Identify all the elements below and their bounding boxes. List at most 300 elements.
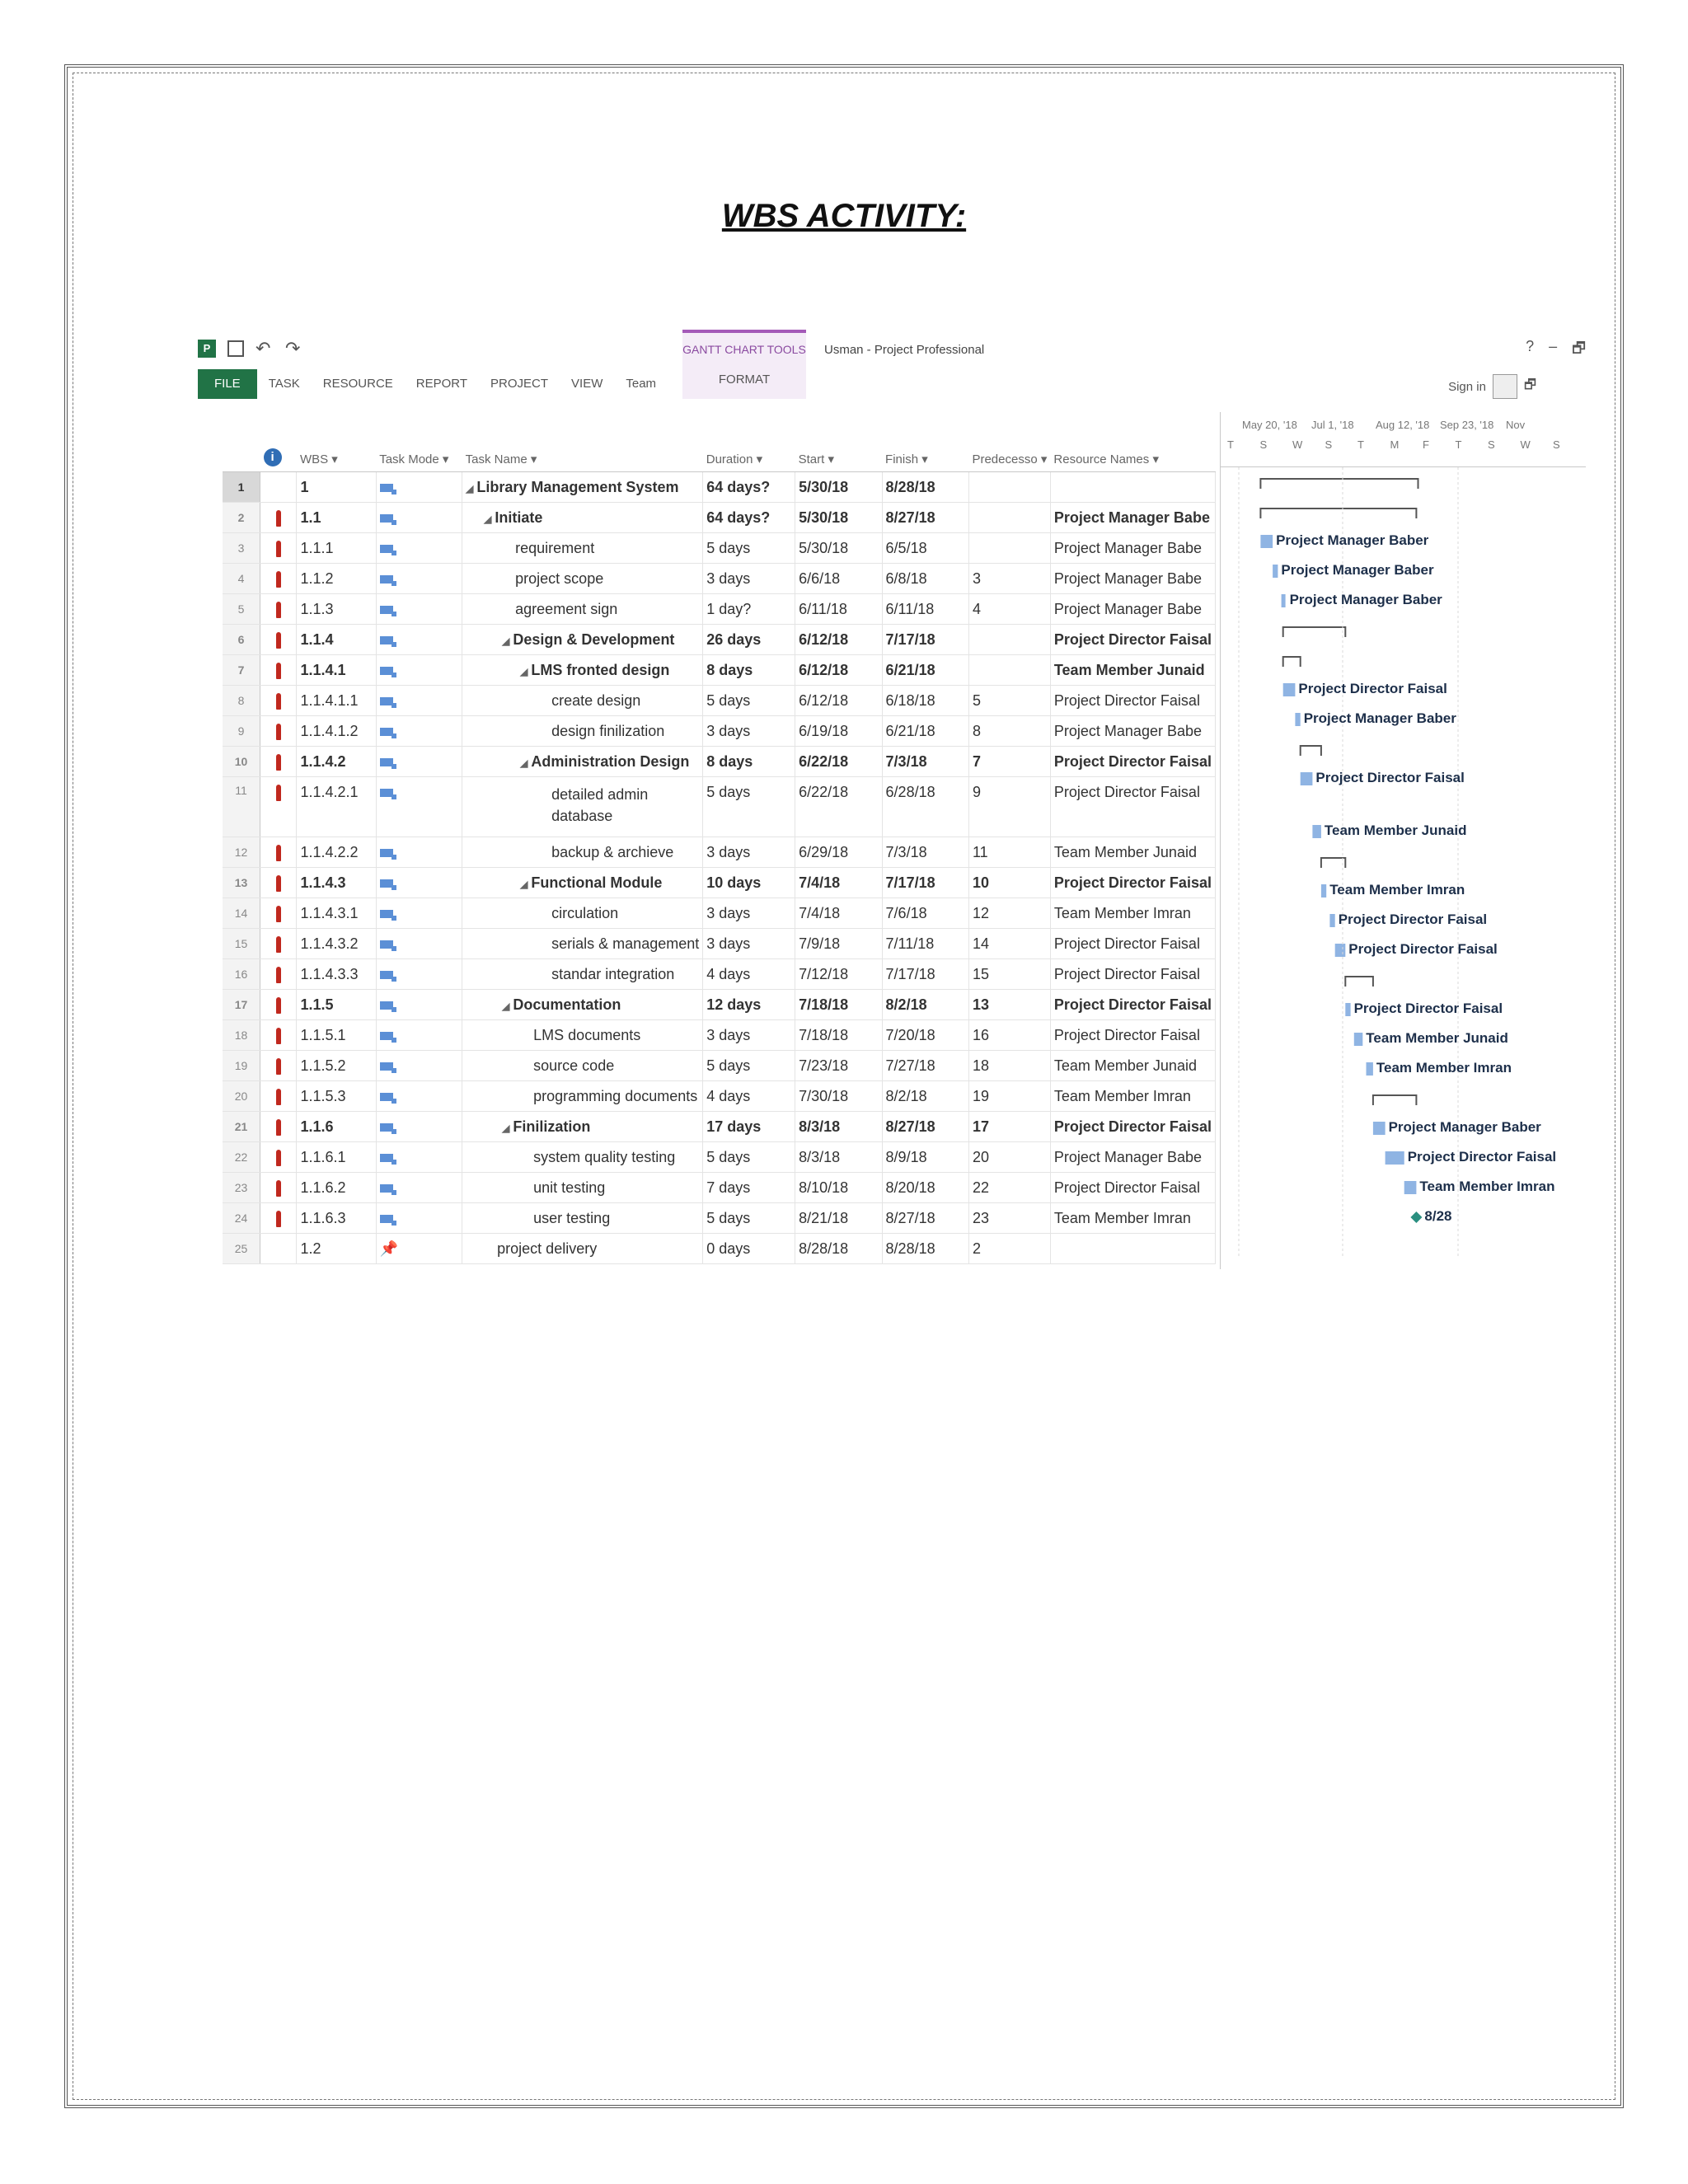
- resource-cell[interactable]: Project Director Faisal: [1050, 990, 1215, 1020]
- row-number[interactable]: 17: [223, 990, 260, 1020]
- task-bar[interactable]: [1335, 944, 1346, 957]
- task-mode-cell[interactable]: [376, 686, 462, 716]
- summary-bar[interactable]: [1345, 977, 1373, 987]
- finish-cell[interactable]: 7/27/18: [882, 1051, 968, 1081]
- start-cell[interactable]: 6/11/18: [795, 594, 882, 625]
- task-name-cell[interactable]: [462, 898, 703, 929]
- finish-cell[interactable]: 7/20/18: [882, 1020, 968, 1051]
- resource-cell[interactable]: Project Director Faisal: [1050, 868, 1215, 898]
- collapse-icon[interactable]: ◢: [502, 1000, 510, 1012]
- task-mode-cell[interactable]: [376, 1142, 462, 1173]
- table-row[interactable]: [223, 1203, 1216, 1234]
- task-bar[interactable]: [1367, 1062, 1373, 1076]
- tab-resource[interactable]: RESOURCE: [322, 377, 393, 391]
- task-bar[interactable]: [1404, 1181, 1417, 1194]
- task-name-cell[interactable]: [462, 1051, 703, 1081]
- start-cell[interactable]: 6/6/18: [795, 564, 882, 594]
- summary-bar[interactable]: [1321, 858, 1345, 868]
- indicator-header[interactable]: [260, 412, 297, 472]
- duration-cell[interactable]: 4 days: [703, 959, 795, 990]
- duration-cell[interactable]: 5 days: [703, 1142, 795, 1173]
- row-number[interactable]: 3: [223, 533, 260, 564]
- wbs-cell[interactable]: 1.1.4.2.1: [297, 777, 376, 837]
- predecessors-cell[interactable]: [968, 625, 1050, 655]
- duration-cell[interactable]: 64 days?: [703, 472, 795, 503]
- start-cell[interactable]: 7/30/18: [795, 1081, 882, 1112]
- collapse-icon[interactable]: ◢: [502, 1122, 510, 1134]
- table-row[interactable]: [223, 990, 1216, 1020]
- task-mode-cell[interactable]: [376, 655, 462, 686]
- row-number[interactable]: 13: [223, 868, 260, 898]
- start-cell[interactable]: 7/23/18: [795, 1051, 882, 1081]
- collapse-icon[interactable]: ◢: [484, 513, 492, 525]
- start-cell[interactable]: 8/21/18: [795, 1203, 882, 1234]
- task-bar[interactable]: [1282, 594, 1286, 607]
- task-bar[interactable]: [1301, 772, 1313, 785]
- row-number[interactable]: 14: [223, 898, 260, 929]
- summary-bar[interactable]: [1373, 1095, 1417, 1105]
- predecessors-cell[interactable]: 2: [968, 1234, 1050, 1264]
- row-number[interactable]: 11: [223, 777, 260, 837]
- task-name-cell[interactable]: [462, 564, 703, 594]
- start-cell[interactable]: 8/10/18: [795, 1173, 882, 1203]
- predecessors-cell[interactable]: 12: [968, 898, 1050, 929]
- task-mode-cell[interactable]: [376, 929, 462, 959]
- duration-cell[interactable]: 12 days: [703, 990, 795, 1020]
- task-name-cell[interactable]: [462, 1142, 703, 1173]
- row-number[interactable]: 9: [223, 716, 260, 747]
- avatar[interactable]: [1493, 374, 1517, 399]
- resource-cell[interactable]: Team Member Imran: [1050, 898, 1215, 929]
- start-cell[interactable]: 8/3/18: [795, 1112, 882, 1142]
- row-number[interactable]: 23: [223, 1173, 260, 1203]
- predecessors-cell[interactable]: 22: [968, 1173, 1050, 1203]
- wbs-cell[interactable]: 1.1.3: [297, 594, 376, 625]
- row-number[interactable]: 16: [223, 959, 260, 990]
- wbs-cell[interactable]: 1.1.6.1: [297, 1142, 376, 1173]
- row-number[interactable]: 21: [223, 1112, 260, 1142]
- duration-cell[interactable]: 8 days: [703, 747, 795, 777]
- duration-cell[interactable]: 5 days: [703, 777, 795, 837]
- resource-cell[interactable]: Project Manager Babe: [1050, 716, 1215, 747]
- finish-cell[interactable]: 6/18/18: [882, 686, 968, 716]
- tab-file[interactable]: FILE: [198, 369, 257, 399]
- row-number[interactable]: 12: [223, 837, 260, 868]
- predecessors-cell[interactable]: 16: [968, 1020, 1050, 1051]
- predecessors-cell[interactable]: 7: [968, 747, 1050, 777]
- task-name-cell[interactable]: [462, 1081, 703, 1112]
- duration-cell[interactable]: 3 days: [703, 898, 795, 929]
- start-cell[interactable]: 7/9/18: [795, 929, 882, 959]
- duration-cell[interactable]: 0 days: [703, 1234, 795, 1264]
- tab-task[interactable]: TASK: [268, 377, 300, 391]
- wbs-cell[interactable]: 1.1.4: [297, 625, 376, 655]
- resource-cell[interactable]: Team Member Imran: [1050, 1081, 1215, 1112]
- predecessors-cell[interactable]: 23: [968, 1203, 1050, 1234]
- resource-cell[interactable]: Project Director Faisal: [1050, 777, 1215, 837]
- wbs-cell[interactable]: 1.1.4.1.1: [297, 686, 376, 716]
- wbs-cell[interactable]: 1.1.5: [297, 990, 376, 1020]
- start-cell[interactable]: 7/12/18: [795, 959, 882, 990]
- task-mode-cell[interactable]: [376, 1081, 462, 1112]
- tab-report[interactable]: REPORT: [415, 377, 468, 391]
- table-row[interactable]: [223, 625, 1216, 655]
- table-row[interactable]: [223, 655, 1216, 686]
- resource-cell[interactable]: [1050, 472, 1215, 503]
- wbs-cell[interactable]: 1.1.4.3.3: [297, 959, 376, 990]
- row-number[interactable]: 1: [223, 472, 260, 503]
- start-cell[interactable]: 8/3/18: [795, 1142, 882, 1173]
- duration-cell[interactable]: 5 days: [703, 1051, 795, 1081]
- row-number[interactable]: 2: [223, 503, 260, 533]
- duration-cell[interactable]: 17 days: [703, 1112, 795, 1142]
- column-header-predecessors[interactable]: Predecesso ▾: [968, 412, 1050, 472]
- start-cell[interactable]: 6/29/18: [795, 837, 882, 868]
- task-mode-cell[interactable]: [376, 990, 462, 1020]
- task-bar[interactable]: [1354, 1033, 1363, 1046]
- resource-cell[interactable]: Team Member Junaid: [1050, 1051, 1215, 1081]
- task-bar[interactable]: [1260, 535, 1273, 548]
- predecessors-cell[interactable]: [968, 503, 1050, 533]
- task-mode-cell[interactable]: [376, 837, 462, 868]
- finish-cell[interactable]: 7/17/18: [882, 868, 968, 898]
- start-cell[interactable]: 6/22/18: [795, 747, 882, 777]
- row-number[interactable]: 7: [223, 655, 260, 686]
- predecessors-cell[interactable]: 8: [968, 716, 1050, 747]
- wbs-cell[interactable]: 1.1.5.3: [297, 1081, 376, 1112]
- task-mode-cell[interactable]: [376, 716, 462, 747]
- predecessors-cell[interactable]: 4: [968, 594, 1050, 625]
- predecessors-cell[interactable]: 15: [968, 959, 1050, 990]
- task-name-cell[interactable]: [462, 1234, 703, 1264]
- task-name-cell[interactable]: [462, 472, 703, 503]
- table-row[interactable]: [223, 747, 1216, 777]
- task-name-cell[interactable]: [462, 868, 703, 898]
- resource-cell[interactable]: Project Director Faisal: [1050, 1112, 1215, 1142]
- summary-bar[interactable]: [1260, 509, 1416, 518]
- task-mode-cell[interactable]: [376, 564, 462, 594]
- finish-cell[interactable]: 7/3/18: [882, 837, 968, 868]
- resource-cell[interactable]: Project Manager Babe: [1050, 503, 1215, 533]
- predecessors-cell[interactable]: [968, 655, 1050, 686]
- gantt-chart-pane[interactable]: [1220, 412, 1586, 1269]
- task-bar[interactable]: [1321, 884, 1326, 898]
- resource-cell[interactable]: Project Director Faisal: [1050, 1020, 1215, 1051]
- table-row[interactable]: [223, 686, 1216, 716]
- task-name-cell[interactable]: [462, 747, 703, 777]
- task-mode-cell[interactable]: [376, 503, 462, 533]
- restore-button[interactable]: 🗗: [1572, 340, 1586, 356]
- row-number[interactable]: 25: [223, 1234, 260, 1264]
- start-cell[interactable]: 5/30/18: [795, 503, 882, 533]
- finish-cell[interactable]: 6/21/18: [882, 716, 968, 747]
- start-cell[interactable]: 6/19/18: [795, 716, 882, 747]
- resource-cell[interactable]: Project Manager Babe: [1050, 564, 1215, 594]
- wbs-cell[interactable]: 1.1.2: [297, 564, 376, 594]
- finish-cell[interactable]: 7/3/18: [882, 747, 968, 777]
- table-row[interactable]: [223, 533, 1216, 564]
- predecessors-cell[interactable]: 17: [968, 1112, 1050, 1142]
- row-number[interactable]: 18: [223, 1020, 260, 1051]
- finish-cell[interactable]: 8/20/18: [882, 1173, 968, 1203]
- table-row[interactable]: [223, 868, 1216, 898]
- finish-cell[interactable]: 8/27/18: [882, 1203, 968, 1234]
- duration-cell[interactable]: 26 days: [703, 625, 795, 655]
- table-row[interactable]: [223, 1112, 1216, 1142]
- predecessors-cell[interactable]: 9: [968, 777, 1050, 837]
- table-row[interactable]: [223, 1142, 1216, 1173]
- tab-format[interactable]: FORMAT: [718, 373, 771, 387]
- wbs-cell[interactable]: 1.1: [297, 503, 376, 533]
- start-cell[interactable]: 8/28/18: [795, 1234, 882, 1264]
- start-cell[interactable]: 6/12/18: [795, 686, 882, 716]
- start-cell[interactable]: 5/30/18: [795, 533, 882, 564]
- table-row[interactable]: [223, 716, 1216, 747]
- finish-cell[interactable]: 7/11/18: [882, 929, 968, 959]
- column-header-resource-names[interactable]: Resource Names ▾: [1050, 412, 1215, 472]
- duration-cell[interactable]: 3 days: [703, 564, 795, 594]
- start-cell[interactable]: 6/22/18: [795, 777, 882, 837]
- finish-cell[interactable]: 8/27/18: [882, 503, 968, 533]
- wbs-cell[interactable]: 1.1.4.2: [297, 747, 376, 777]
- table-row[interactable]: [223, 564, 1216, 594]
- column-header-task-mode[interactable]: Task Mode ▾: [376, 412, 462, 472]
- task-bar[interactable]: [1386, 1151, 1404, 1165]
- table-row[interactable]: [223, 1081, 1216, 1112]
- predecessors-cell[interactable]: 19: [968, 1081, 1050, 1112]
- wbs-cell[interactable]: 1.1.4.2.2: [297, 837, 376, 868]
- wbs-cell[interactable]: 1.1.4.3: [297, 868, 376, 898]
- finish-cell[interactable]: 8/28/18: [882, 472, 968, 503]
- predecessors-cell[interactable]: 3: [968, 564, 1050, 594]
- row-number[interactable]: 8: [223, 686, 260, 716]
- predecessors-cell[interactable]: 20: [968, 1142, 1050, 1173]
- predecessors-cell[interactable]: 10: [968, 868, 1050, 898]
- resource-cell[interactable]: Project Manager Babe: [1050, 594, 1215, 625]
- finish-cell[interactable]: 6/5/18: [882, 533, 968, 564]
- finish-cell[interactable]: 8/9/18: [882, 1142, 968, 1173]
- wbs-cell[interactable]: 1.1.5.2: [297, 1051, 376, 1081]
- task-name-cell[interactable]: [462, 533, 703, 564]
- task-mode-cell[interactable]: [376, 1112, 462, 1142]
- finish-cell[interactable]: 6/28/18: [882, 777, 968, 837]
- finish-cell[interactable]: 7/17/18: [882, 625, 968, 655]
- task-bar[interactable]: [1295, 713, 1300, 726]
- column-header-wbs[interactable]: WBS ▾: [297, 412, 376, 472]
- collapse-icon[interactable]: ◢: [520, 665, 528, 677]
- resource-cell[interactable]: Team Member Junaid: [1050, 837, 1215, 868]
- row-number[interactable]: 15: [223, 929, 260, 959]
- sign-in-link[interactable]: Sign in: [1448, 379, 1486, 394]
- wbs-cell[interactable]: 1.1.4.3.1: [297, 898, 376, 929]
- task-mode-cell[interactable]: [376, 594, 462, 625]
- duration-cell[interactable]: 3 days: [703, 929, 795, 959]
- task-mode-cell[interactable]: [376, 472, 462, 503]
- resource-cell[interactable]: Project Director Faisal: [1050, 625, 1215, 655]
- finish-cell[interactable]: 7/6/18: [882, 898, 968, 929]
- resource-cell[interactable]: Project Manager Babe: [1050, 533, 1215, 564]
- row-number[interactable]: 22: [223, 1142, 260, 1173]
- task-mode-cell[interactable]: [376, 1234, 462, 1264]
- task-mode-cell[interactable]: [376, 1051, 462, 1081]
- duration-cell[interactable]: 5 days: [703, 533, 795, 564]
- task-name-cell[interactable]: [462, 503, 703, 533]
- row-number[interactable]: 20: [223, 1081, 260, 1112]
- table-row[interactable]: [223, 503, 1216, 533]
- duration-cell[interactable]: 3 days: [703, 1020, 795, 1051]
- task-name-cell[interactable]: [462, 1112, 703, 1142]
- task-mode-cell[interactable]: [376, 625, 462, 655]
- task-name-cell[interactable]: [462, 929, 703, 959]
- duration-cell[interactable]: 7 days: [703, 1173, 795, 1203]
- tab-team[interactable]: Team: [626, 377, 657, 391]
- predecessors-cell[interactable]: 11: [968, 837, 1050, 868]
- wbs-cell[interactable]: 1.1.6: [297, 1112, 376, 1142]
- task-bar[interactable]: [1312, 825, 1321, 838]
- start-cell[interactable]: 7/18/18: [795, 1020, 882, 1051]
- column-header-duration[interactable]: Duration ▾: [703, 412, 795, 472]
- resource-cell[interactable]: Project Director Faisal: [1050, 747, 1215, 777]
- resource-cell[interactable]: Team Member Imran: [1050, 1203, 1215, 1234]
- task-mode-cell[interactable]: [376, 1203, 462, 1234]
- summary-bar[interactable]: [1260, 479, 1418, 489]
- start-cell[interactable]: 6/12/18: [795, 655, 882, 686]
- task-name-cell[interactable]: [462, 837, 703, 868]
- table-row[interactable]: [223, 777, 1216, 837]
- row-number[interactable]: 5: [223, 594, 260, 625]
- table-row[interactable]: [223, 1173, 1216, 1203]
- table-row[interactable]: [223, 1020, 1216, 1051]
- task-mode-cell[interactable]: [376, 1020, 462, 1051]
- predecessors-cell[interactable]: 18: [968, 1051, 1050, 1081]
- finish-cell[interactable]: 7/17/18: [882, 959, 968, 990]
- table-row[interactable]: [223, 837, 1216, 868]
- summary-bar[interactable]: [1301, 746, 1321, 756]
- summary-bar[interactable]: [1283, 657, 1301, 667]
- collapse-icon[interactable]: ◢: [466, 482, 474, 494]
- duration-cell[interactable]: 64 days?: [703, 503, 795, 533]
- task-bar[interactable]: [1373, 1122, 1386, 1135]
- finish-cell[interactable]: 6/21/18: [882, 655, 968, 686]
- task-bar[interactable]: [1273, 565, 1278, 578]
- finish-cell[interactable]: 6/11/18: [882, 594, 968, 625]
- start-cell[interactable]: 7/18/18: [795, 990, 882, 1020]
- task-mode-cell[interactable]: [376, 959, 462, 990]
- task-name-cell[interactable]: [462, 990, 703, 1020]
- row-number[interactable]: 19: [223, 1051, 260, 1081]
- predecessors-cell[interactable]: 13: [968, 990, 1050, 1020]
- task-name-cell[interactable]: [462, 594, 703, 625]
- finish-cell[interactable]: 8/2/18: [882, 990, 968, 1020]
- row-number[interactable]: 24: [223, 1203, 260, 1234]
- wbs-cell[interactable]: 1.2: [297, 1234, 376, 1264]
- resource-cell[interactable]: Project Director Faisal: [1050, 929, 1215, 959]
- column-header-start[interactable]: Start ▾: [795, 412, 882, 472]
- table-row[interactable]: [223, 898, 1216, 929]
- task-mode-cell[interactable]: [376, 777, 462, 837]
- table-row[interactable]: [223, 1051, 1216, 1081]
- collapse-icon[interactable]: ◢: [502, 635, 510, 647]
- row-number[interactable]: 4: [223, 564, 260, 594]
- task-mode-cell[interactable]: [376, 747, 462, 777]
- table-row[interactable]: [223, 472, 1216, 503]
- resource-cell[interactable]: Project Director Faisal: [1050, 1173, 1215, 1203]
- task-name-cell[interactable]: [462, 1203, 703, 1234]
- start-cell[interactable]: 7/4/18: [795, 868, 882, 898]
- resource-cell[interactable]: Team Member Junaid: [1050, 655, 1215, 686]
- duration-cell[interactable]: 3 days: [703, 837, 795, 868]
- predecessors-cell[interactable]: [968, 472, 1050, 503]
- task-mode-cell[interactable]: [376, 533, 462, 564]
- duration-cell[interactable]: 5 days: [703, 1203, 795, 1234]
- task-bar[interactable]: [1329, 914, 1334, 927]
- start-cell[interactable]: 6/12/18: [795, 625, 882, 655]
- predecessors-cell[interactable]: 5: [968, 686, 1050, 716]
- finish-cell[interactable]: 8/2/18: [882, 1081, 968, 1112]
- table-row[interactable]: [223, 594, 1216, 625]
- row-number[interactable]: 6: [223, 625, 260, 655]
- duration-cell[interactable]: 4 days: [703, 1081, 795, 1112]
- task-name-cell[interactable]: [462, 716, 703, 747]
- task-mode-cell[interactable]: [376, 1173, 462, 1203]
- finish-cell[interactable]: 6/8/18: [882, 564, 968, 594]
- milestone-marker[interactable]: [1410, 1212, 1422, 1223]
- tab-view[interactable]: VIEW: [571, 377, 603, 391]
- resource-cell[interactable]: [1050, 1234, 1215, 1264]
- duration-cell[interactable]: 8 days: [703, 655, 795, 686]
- task-name-cell[interactable]: [462, 777, 703, 837]
- wbs-cell[interactable]: 1.1.6.3: [297, 1203, 376, 1234]
- duration-cell[interactable]: 1 day?: [703, 594, 795, 625]
- wbs-cell[interactable]: 1.1.6.2: [297, 1173, 376, 1203]
- wbs-cell[interactable]: 1: [297, 472, 376, 503]
- help-button[interactable]: ?: [1526, 338, 1535, 354]
- tab-project[interactable]: PROJECT: [490, 377, 549, 391]
- resource-cell[interactable]: Project Director Faisal: [1050, 959, 1215, 990]
- finish-cell[interactable]: 8/27/18: [882, 1112, 968, 1142]
- table-row[interactable]: [223, 929, 1216, 959]
- wbs-cell[interactable]: 1.1.4.1: [297, 655, 376, 686]
- redo-icon[interactable]: ↷: [285, 338, 301, 359]
- task-name-cell[interactable]: [462, 686, 703, 716]
- column-header-task-name[interactable]: Task Name ▾: [462, 412, 703, 472]
- save-icon[interactable]: [227, 340, 244, 357]
- summary-bar[interactable]: [1283, 627, 1346, 637]
- table-row[interactable]: [223, 1234, 1216, 1264]
- duration-cell[interactable]: 10 days: [703, 868, 795, 898]
- task-name-cell[interactable]: [462, 1020, 703, 1051]
- table-row[interactable]: [223, 959, 1216, 990]
- task-name-cell[interactable]: [462, 625, 703, 655]
- predecessors-cell[interactable]: [968, 533, 1050, 564]
- wbs-cell[interactable]: 1.1.4.3.2: [297, 929, 376, 959]
- resource-cell[interactable]: Project Director Faisal: [1050, 686, 1215, 716]
- minimize-button[interactable]: –: [1549, 338, 1558, 354]
- task-name-cell[interactable]: [462, 655, 703, 686]
- task-bar[interactable]: [1345, 1003, 1350, 1016]
- collapse-icon[interactable]: ◢: [520, 757, 528, 769]
- resource-cell[interactable]: Project Manager Babe: [1050, 1142, 1215, 1173]
- wbs-cell[interactable]: 1.1.5.1: [297, 1020, 376, 1051]
- start-cell[interactable]: 5/30/18: [795, 472, 882, 503]
- task-name-cell[interactable]: [462, 1173, 703, 1203]
- task-bar[interactable]: [1283, 683, 1296, 696]
- row-number[interactable]: 10: [223, 747, 260, 777]
- ribbon-display-icon[interactable]: 🗗: [1523, 377, 1536, 392]
- undo-icon[interactable]: ↶: [256, 338, 271, 359]
- duration-cell[interactable]: 3 days: [703, 716, 795, 747]
- predecessors-cell[interactable]: 14: [968, 929, 1050, 959]
